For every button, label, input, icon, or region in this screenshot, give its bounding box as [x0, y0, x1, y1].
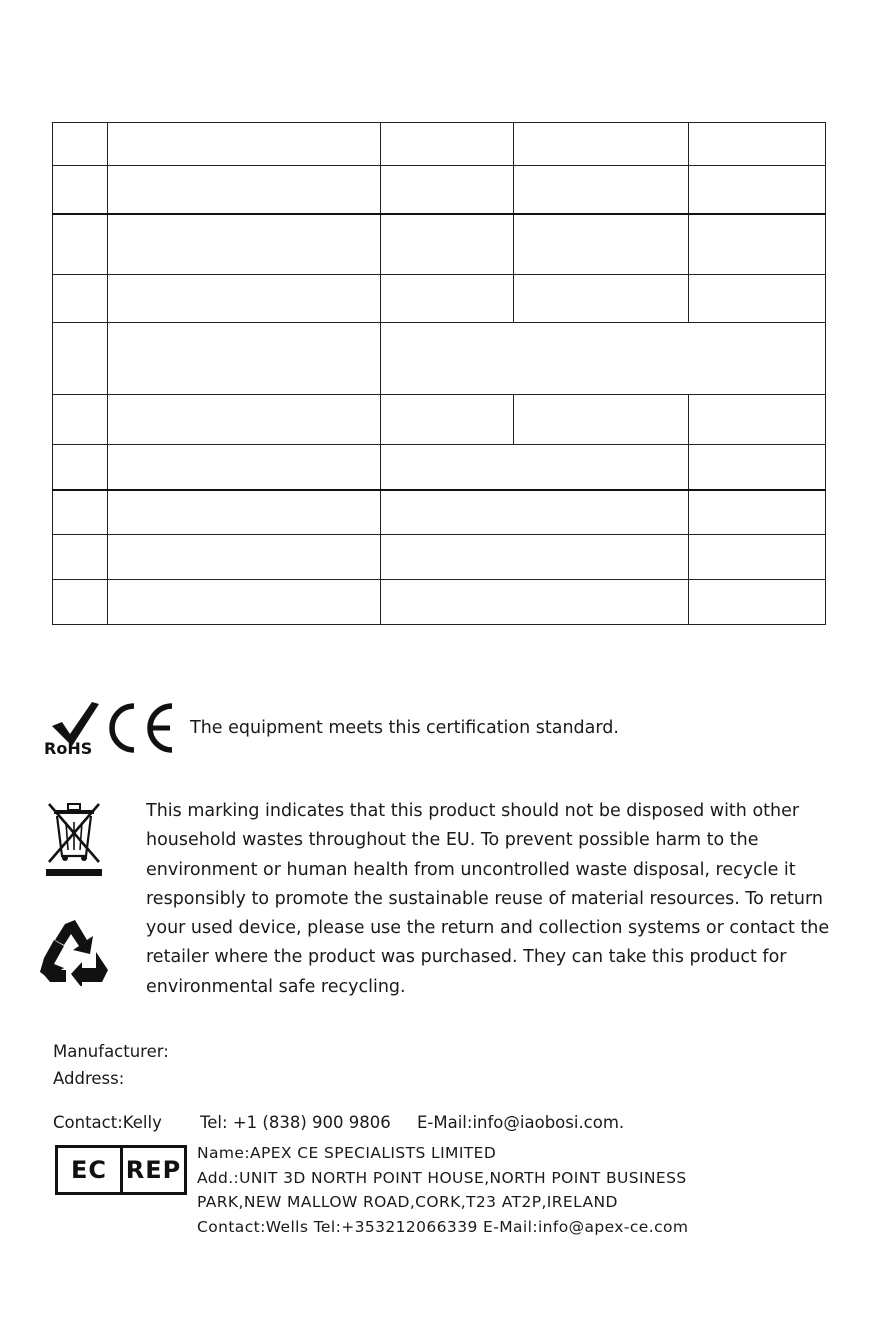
table-cell — [381, 275, 514, 323]
ce-mark-icon — [108, 703, 176, 753]
disposal-line: retailer where the product was purchased. They can take this product for — [146, 947, 787, 968]
table-cell — [53, 275, 108, 323]
weee-crossed-bin-icon — [46, 800, 102, 876]
table-cell — [381, 166, 514, 214]
disposal-notice — [146, 797, 858, 1002]
disposal-line: environmental safe recycling. — [146, 976, 406, 997]
table-cell — [381, 580, 689, 625]
recycle-icon — [38, 918, 112, 986]
table-cell — [108, 535, 381, 580]
ec-rep-name: Name:APEX CE SPECIALISTS LIMITED — [197, 1144, 497, 1162]
ec-rep-details — [197, 1141, 688, 1239]
table-cell — [108, 275, 381, 323]
table-cell — [514, 214, 689, 275]
table-cell — [108, 323, 381, 395]
disposal-line: This marking indicates that this product should not be disposed with other — [146, 801, 800, 821]
table-cell — [108, 490, 381, 535]
table-cell — [108, 123, 381, 166]
table-cell — [108, 166, 381, 214]
table-row — [53, 214, 826, 275]
table-cell — [108, 214, 381, 275]
address-label: Address: — [53, 1069, 125, 1088]
table-cell — [381, 535, 689, 580]
ec-rep-badge — [55, 1145, 187, 1195]
table-cell — [689, 214, 826, 275]
table-row — [53, 580, 826, 625]
table-cell — [381, 323, 826, 395]
table-cell — [689, 275, 826, 323]
contact-tel: Tel: +1 (838) 900 9806 — [200, 1113, 391, 1132]
table-cell — [689, 535, 826, 580]
table-cell — [108, 395, 381, 445]
ec-rep-address-line-2: PARK,NEW MALLOW ROAD,CORK,T23 AT2P,IRELAND — [197, 1193, 618, 1211]
table-cell — [53, 535, 108, 580]
table-cell — [381, 123, 514, 166]
table-cell — [689, 580, 826, 625]
table-cell — [381, 395, 514, 445]
disposal-line: your used device, please use the return and collection systems or contact the — [146, 918, 830, 939]
ec-rep-badge-rep: REP — [125, 1156, 182, 1184]
table-cell — [53, 166, 108, 214]
table-cell — [689, 445, 826, 490]
ec-rep-badge-ec: EC — [58, 1148, 123, 1192]
contact-email: E-Mail:info@iaobosi.com. — [417, 1113, 625, 1132]
spec-table — [52, 122, 826, 625]
contact-name: Contact:Kelly — [53, 1113, 162, 1132]
table-cell — [689, 490, 826, 535]
table-cell — [108, 445, 381, 490]
table-cell — [381, 214, 514, 275]
table-cell — [689, 166, 826, 214]
certification-row — [42, 700, 682, 756]
certification-text: The equipment meets this certification standard. — [190, 718, 619, 738]
table-cell — [53, 323, 108, 395]
table-cell — [53, 490, 108, 535]
table-cell — [689, 123, 826, 166]
table-cell — [689, 395, 826, 445]
table-cell — [53, 123, 108, 166]
table-row — [53, 275, 826, 323]
rohs-check-icon — [42, 700, 102, 756]
table-cell — [381, 490, 689, 535]
rohs-label: RoHS — [44, 739, 93, 756]
table-row — [53, 123, 826, 166]
disposal-line: responsibly to promote the sustainable reuse of material resources. To return — [146, 888, 823, 909]
table-row — [53, 445, 826, 490]
table-cell — [53, 580, 108, 625]
table-row — [53, 535, 826, 580]
table-cell — [514, 395, 689, 445]
table-row — [53, 323, 826, 395]
table-cell — [514, 275, 689, 323]
disposal-line: household wastes throughout the EU. To prevent possible harm to the — [146, 830, 759, 851]
ec-rep-contact: Contact:Wells Tel:+353212066339 E-Mail:info@apex-ce.com — [197, 1217, 689, 1236]
table-row — [53, 166, 826, 214]
table-cell — [53, 214, 108, 275]
table-cell — [108, 580, 381, 625]
table-cell — [514, 166, 689, 214]
table-cell — [53, 445, 108, 490]
disposal-line: environment or human health from uncontrolled waste disposal, recycle it — [146, 859, 796, 880]
table-row — [53, 395, 826, 445]
manufacturer-label: Manufacturer: — [53, 1042, 169, 1061]
table-cell — [381, 445, 689, 490]
table-cell — [514, 123, 689, 166]
table-row — [53, 490, 826, 535]
table-cell — [53, 395, 108, 445]
ec-rep-address-line-1: Add.:UNIT 3D NORTH POINT HOUSE,NORTH POINT BUSINESS — [197, 1168, 687, 1187]
